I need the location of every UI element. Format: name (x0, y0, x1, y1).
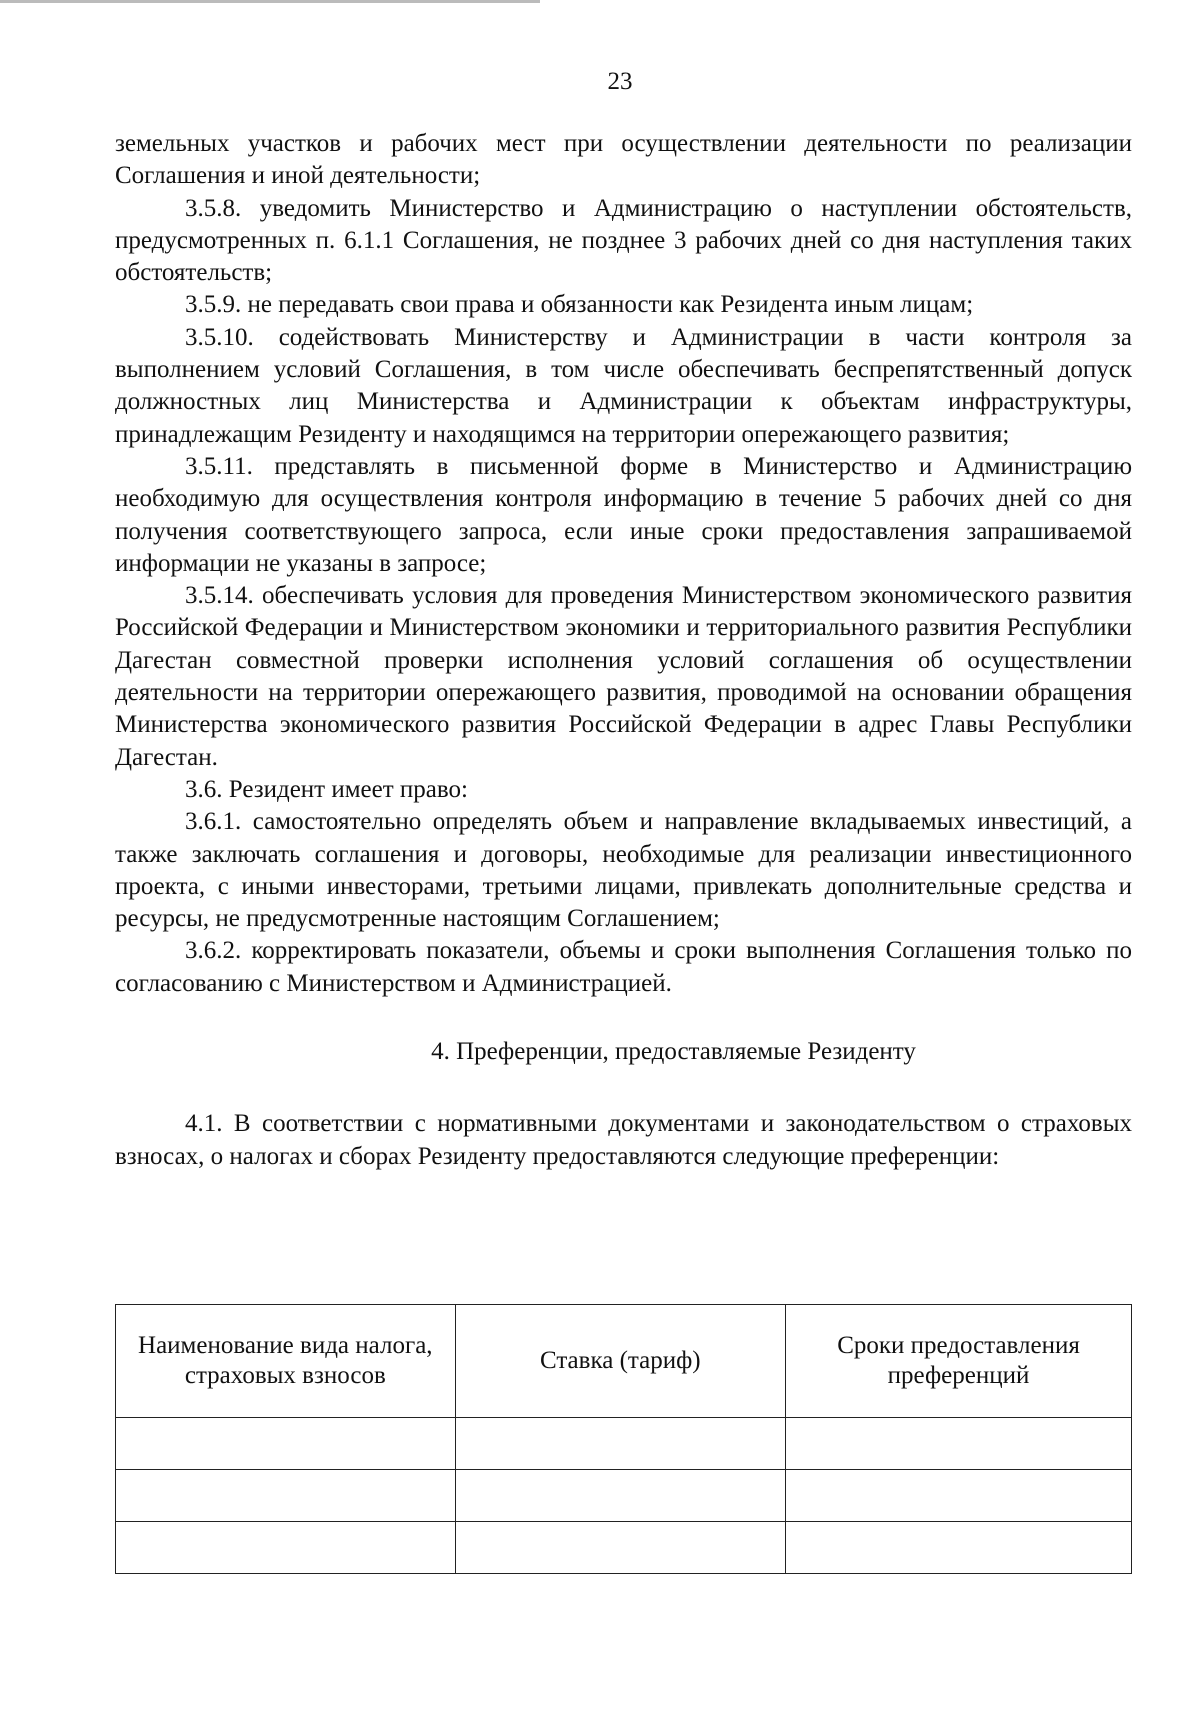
table-header-terms: Сроки предоставления преференций (786, 1305, 1132, 1418)
paragraph: 3.6.1. самостоятельно определять объем и направление вкладываемых инвестиций, а также заключать соглашения и договоры, необходимые для реализации инвестиционного проекта, с иными инвесторами, третьими лицами, привлекать дополнительные средства и ресурсы, не предусмотренные настоящим Соглашением; (115, 808, 1132, 933)
table-header-rate: Ставка (тариф) (455, 1305, 785, 1418)
paragraph: 3.5.9. не передавать свои права и обязанности как Резидента иным лицам; (185, 291, 974, 319)
paragraph: земельных участков и рабочих мест при осуществлении деятельности по реализации Соглашения и иной деятельности; (115, 130, 1132, 190)
table-cell (116, 1418, 456, 1470)
section-paragraph: 4.1. В соответствии с нормативными документами и законодательством о страховых взносах, о налогах и сборах Резиденту предоставляются следующие преференции: (115, 1110, 1132, 1170)
paragraph: 3.5.14. обеспечивать условия для проведения Министерством экономического развития Российской Федерации и Министерством экономики и территориального развития Республики Дагестан совместной проверки исполнения условий соглашения об осуществлении деятельности на территории опережающего развития, проводимой на основании обращения Министерства экономического развития Российской Федерации в адрес Главы Республики Дагестан. (115, 582, 1132, 771)
table-cell (786, 1418, 1132, 1470)
table-row (116, 1522, 1132, 1574)
table-cell (786, 1522, 1132, 1574)
paragraph: 3.5.10. содействовать Министерству и Администрации в части контроля за выполнением условий Соглашения, в том числе обеспечивать беспрепятственный допуск должностных лиц Министерства и Администрации к объектам инфраструктуры, принадлежащим Резиденту и находящимся на территории опережающего развития; (115, 323, 1132, 448)
table-row (116, 1470, 1132, 1522)
table-cell (455, 1470, 785, 1522)
table-cell (786, 1470, 1132, 1522)
table-cell (455, 1418, 785, 1470)
page-number: 23 (607, 68, 633, 95)
paragraph: 3.5.11. представлять в письменной форме в Министерство и Администрацию необходимую для осуществления контроля информацию в течение 5 рабочих дней со дня получения соответствующего запроса, если иные сроки предоставления запрашиваемой информации не указаны в запросе; (115, 452, 1132, 577)
preferences-table (115, 1304, 1132, 1574)
paragraph: 3.6.2. корректировать показатели, объемы и сроки выполнения Соглашения только по согласованию с Министерством и Администрацией. (115, 937, 1132, 997)
table-header-row (116, 1305, 1132, 1418)
table-cell (455, 1522, 785, 1574)
table-header-tax-type: Наименование вида налога, страховых взносов (116, 1305, 456, 1418)
document-body (115, 128, 1132, 1173)
paragraph: 3.5.8. уведомить Министерство и Администрацию о наступлении обстоятельств, предусмотренных п. 6.1.1 Соглашения, не позднее 3 рабочих дней со дня наступления таких обстоятельств; (115, 194, 1132, 287)
paragraph: 3.6. Резидент имеет право: (185, 775, 468, 803)
table-cell (116, 1470, 456, 1522)
table-cell (116, 1522, 456, 1574)
section-heading: 4. Преференции, предоставляемые Резиденту (431, 1038, 916, 1066)
scan-edge (0, 0, 540, 3)
table-row (116, 1418, 1132, 1470)
